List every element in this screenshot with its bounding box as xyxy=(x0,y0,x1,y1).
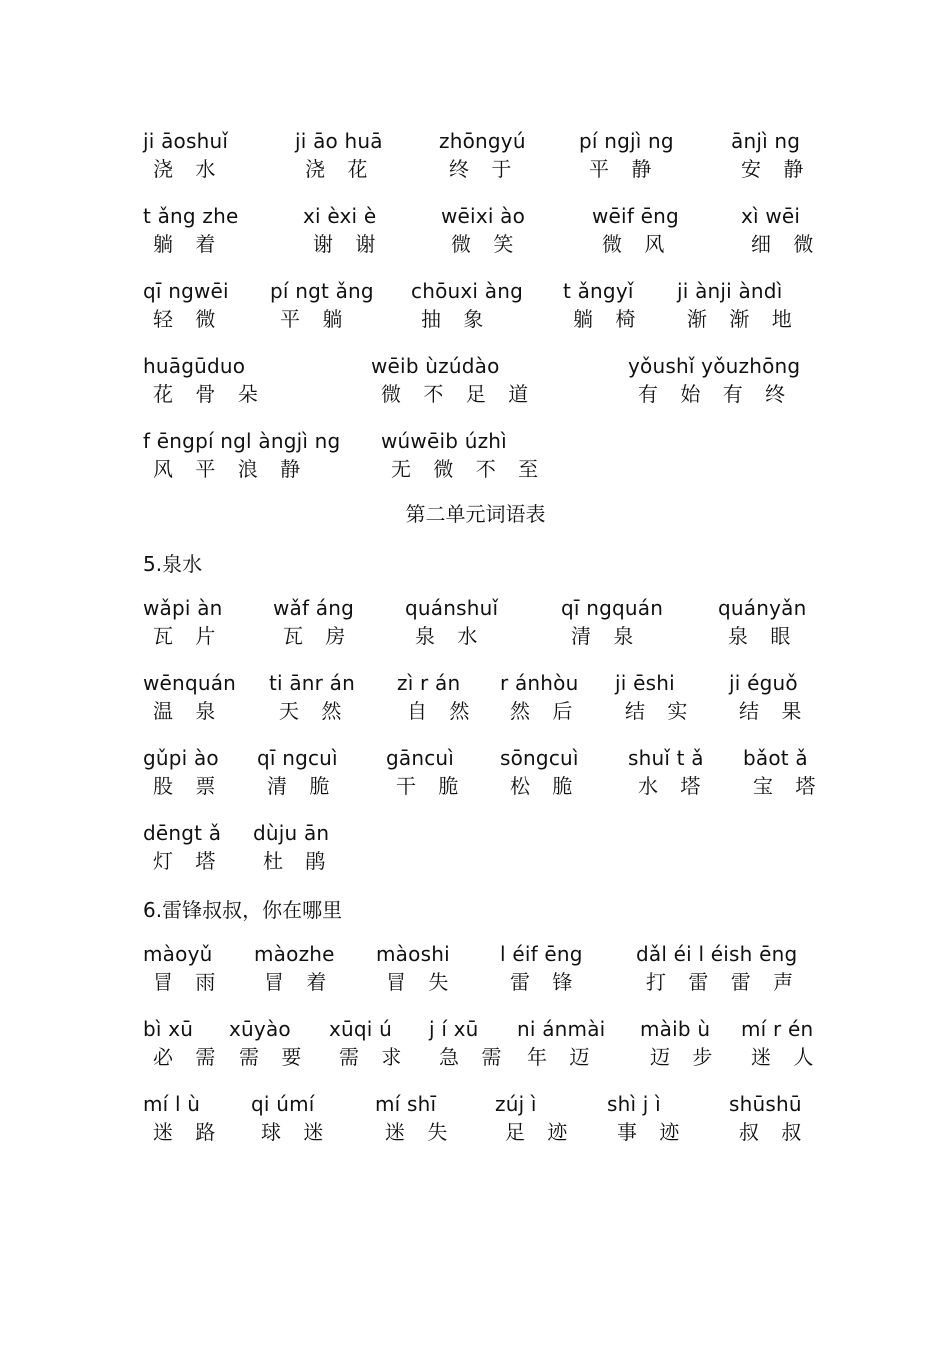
pinyin: shūshū xyxy=(729,1092,802,1116)
vocab-item xyxy=(563,278,643,334)
vocab-item xyxy=(441,203,525,259)
vocab-item xyxy=(143,1016,223,1072)
pinyin: ti ānr án xyxy=(269,671,355,695)
pinyin: dùju ān xyxy=(253,821,330,845)
vocab-row xyxy=(143,941,808,1016)
hanzi: 叔 叔 xyxy=(739,1120,810,1144)
pinyin: f ēngpí ngl àngjì ng xyxy=(143,429,341,453)
vocab-item xyxy=(143,428,340,484)
pinyin: màozhe xyxy=(254,942,335,966)
vocab-item xyxy=(615,670,695,726)
vocab-item xyxy=(607,1091,687,1147)
unit-title: 第二单元词语表 xyxy=(405,502,546,526)
pinyin: ji éguǒ xyxy=(729,671,798,695)
pinyin: wǎpi àn xyxy=(143,596,223,620)
hanzi: 杜 鹃 xyxy=(263,849,334,873)
pinyin: màoyǔ xyxy=(143,942,213,966)
vocab-item xyxy=(500,670,580,726)
pinyin: ji āoshuǐ xyxy=(143,129,229,153)
hanzi: 松 脆 xyxy=(510,774,581,798)
hanzi: 有 始 有 终 xyxy=(638,382,794,406)
hanzi: 迷 失 xyxy=(385,1120,456,1144)
pinyin: quányǎn xyxy=(718,596,807,620)
vocab-item xyxy=(143,203,238,259)
pinyin: chōuxi àng xyxy=(411,279,523,303)
vocab-item xyxy=(729,1091,809,1147)
pinyin: dēngt ǎ xyxy=(143,821,222,845)
vocab-block-lesson6 xyxy=(143,941,822,1166)
vocab-item xyxy=(495,1091,575,1147)
pinyin: ji ànji àndì xyxy=(677,279,783,303)
pinyin: qi úmí xyxy=(251,1092,315,1116)
pinyin: wǎf áng xyxy=(273,596,355,620)
hanzi: 微 风 xyxy=(602,232,673,256)
vocab-item xyxy=(729,670,809,726)
vocab-item xyxy=(405,595,498,651)
hanzi: 足 迹 xyxy=(505,1120,576,1144)
vocab-item xyxy=(143,670,236,726)
pinyin: ni ánmài xyxy=(517,1017,606,1041)
vocab-item xyxy=(636,941,801,997)
hanzi: 冒 着 xyxy=(264,970,335,994)
vocab-item xyxy=(677,278,800,334)
vocab-item xyxy=(143,941,223,997)
vocab-row xyxy=(143,595,808,670)
vocab-item xyxy=(254,941,335,997)
pinyin: wúwēib úzhì xyxy=(381,429,507,453)
vocab-block-lesson5 xyxy=(143,595,824,895)
pinyin: mí shī xyxy=(375,1092,437,1116)
vocab-item xyxy=(257,745,338,801)
hanzi: 终 于 xyxy=(449,157,520,181)
vocab-item xyxy=(640,1016,720,1072)
hanzi: 清 脆 xyxy=(267,774,338,798)
pinyin: t ǎng zhe xyxy=(143,204,239,228)
hanzi: 干 脆 xyxy=(396,774,467,798)
pinyin: bǎot ǎ xyxy=(743,746,808,770)
pinyin: l éif ēng xyxy=(500,942,583,966)
hanzi: 清 泉 xyxy=(571,624,642,648)
hanzi: 风 平 浪 静 xyxy=(153,457,309,481)
vocab-item xyxy=(375,1091,455,1147)
vocab-item xyxy=(273,595,354,651)
document-page xyxy=(143,128,824,1166)
vocab-item xyxy=(143,353,266,409)
hanzi: 事 迹 xyxy=(617,1120,688,1144)
hanzi: 迷 路 xyxy=(153,1120,224,1144)
vocab-item xyxy=(143,1091,223,1147)
vocab-item xyxy=(579,128,674,184)
pinyin: xūyào xyxy=(229,1017,291,1041)
hanzi: 雷 锋 xyxy=(510,970,581,994)
pinyin: qī ngcuì xyxy=(257,746,338,770)
pinyin: zhōngyú xyxy=(439,129,526,153)
hanzi: 年 迈 xyxy=(527,1045,598,1069)
hanzi: 宝 塔 xyxy=(753,774,824,798)
vocab-item xyxy=(143,128,228,184)
vocab-row xyxy=(143,353,808,428)
vocab-item xyxy=(143,278,229,334)
vocab-row xyxy=(143,428,808,503)
vocab-item xyxy=(371,353,536,409)
vocab-block-1 xyxy=(143,128,822,503)
vocab-row xyxy=(143,820,808,895)
vocab-item xyxy=(741,203,821,259)
hanzi: 需 求 xyxy=(339,1045,410,1069)
pinyin: xi èxi è xyxy=(303,204,377,228)
hanzi: 冒 雨 xyxy=(153,970,224,994)
vocab-item xyxy=(592,203,679,259)
hanzi: 急 需 xyxy=(439,1045,510,1069)
pinyin: zì r án xyxy=(397,671,461,695)
pinyin: shuǐ t ǎ xyxy=(628,746,704,770)
hanzi: 水 塔 xyxy=(638,774,709,798)
hanzi: 抽 象 xyxy=(421,307,492,331)
vocab-item xyxy=(743,745,823,801)
vocab-row xyxy=(143,278,808,353)
pinyin: wēif ēng xyxy=(592,204,679,228)
vocab-row xyxy=(143,670,808,745)
hanzi: 微 不 足 道 xyxy=(381,382,537,406)
hanzi: 细 微 xyxy=(751,232,822,256)
hanzi: 泉 眼 xyxy=(728,624,799,648)
pinyin: màoshi xyxy=(376,942,450,966)
hanzi: 轻 微 xyxy=(153,307,224,331)
vocab-item xyxy=(381,428,546,484)
pinyin: ji āo huā xyxy=(295,129,383,153)
vocab-item xyxy=(270,278,374,334)
vocab-item xyxy=(251,1091,331,1147)
vocab-item xyxy=(253,820,333,876)
pinyin: dǎl éi l éish ēng xyxy=(636,942,798,966)
pinyin: quánshuǐ xyxy=(405,596,499,620)
vocab-item xyxy=(561,595,663,651)
hanzi: 花 骨 朵 xyxy=(153,382,266,406)
vocab-item xyxy=(386,745,466,801)
pinyin: zúj ì xyxy=(495,1092,537,1116)
hanzi: 冒 失 xyxy=(386,970,457,994)
pinyin: mí l ù xyxy=(143,1092,201,1116)
hanzi: 需 要 xyxy=(239,1045,310,1069)
hanzi: 平 躺 xyxy=(280,307,351,331)
hanzi: 自 然 xyxy=(407,699,478,723)
vocab-row xyxy=(143,1091,808,1166)
vocab-item xyxy=(411,278,523,334)
pinyin: huāgūduo xyxy=(143,354,246,378)
vocab-item xyxy=(517,1016,605,1072)
vocab-item xyxy=(741,1016,821,1072)
vocab-item xyxy=(731,128,811,184)
vocab-row xyxy=(143,203,822,278)
hanzi: 结 实 xyxy=(625,699,696,723)
pinyin: wēib ùzúdào xyxy=(371,354,500,378)
pinyin: sōngcuì xyxy=(500,746,579,770)
vocab-item xyxy=(500,745,580,801)
vocab-item xyxy=(143,595,223,651)
hanzi: 股 票 xyxy=(153,774,224,798)
hanzi: 谢 谢 xyxy=(313,232,384,256)
hanzi: 安 静 xyxy=(741,157,812,181)
vocab-item xyxy=(329,1016,409,1072)
pinyin: wēixi ào xyxy=(441,204,526,228)
hanzi: 温 泉 xyxy=(153,699,224,723)
vocab-item xyxy=(143,820,223,876)
pinyin: qī ngquán xyxy=(561,596,664,620)
pinyin: bì xū xyxy=(143,1017,194,1041)
vocab-item xyxy=(397,670,477,726)
pinyin: r ánhòu xyxy=(500,671,579,695)
hanzi: 瓦 房 xyxy=(283,624,354,648)
hanzi: 然 后 xyxy=(510,699,581,723)
pinyin: ānjì ng xyxy=(731,129,801,153)
hanzi: 浇 花 xyxy=(305,157,376,181)
hanzi: 躺 着 xyxy=(153,232,224,256)
hanzi: 天 然 xyxy=(279,699,350,723)
vocab-item xyxy=(628,353,800,409)
hanzi: 灯 塔 xyxy=(153,849,224,873)
vocab-row xyxy=(143,128,812,203)
vocab-item xyxy=(500,941,583,997)
pinyin: gǔpi ào xyxy=(143,746,219,770)
lesson-title: 5.泉水 xyxy=(143,552,203,576)
pinyin: shì j ì xyxy=(607,1092,661,1116)
hanzi: 平 静 xyxy=(589,157,660,181)
pinyin: mí r én xyxy=(741,1017,814,1041)
vocab-item xyxy=(295,128,383,184)
hanzi: 渐 渐 地 xyxy=(687,307,800,331)
hanzi: 微 笑 xyxy=(451,232,522,256)
vocab-item xyxy=(429,1016,509,1072)
vocab-item xyxy=(143,745,223,801)
pinyin: j í xū xyxy=(429,1017,479,1041)
pinyin: wēnquán xyxy=(143,671,237,695)
vocab-item xyxy=(376,941,456,997)
vocab-item xyxy=(303,203,383,259)
pinyin: pí ngjì ng xyxy=(579,129,674,153)
hanzi: 瓦 片 xyxy=(153,624,224,648)
vocab-item xyxy=(439,128,526,184)
hanzi: 泉 水 xyxy=(415,624,486,648)
hanzi: 无 微 不 至 xyxy=(391,457,547,481)
pinyin: qī ngwēi xyxy=(143,279,229,303)
vocab-item xyxy=(628,745,708,801)
hanzi: 结 果 xyxy=(739,699,810,723)
vocab-row xyxy=(143,745,824,820)
pinyin: t ǎngyǐ xyxy=(563,279,634,303)
pinyin: xì wēi xyxy=(741,204,801,228)
hanzi: 迷 人 xyxy=(751,1045,822,1069)
pinyin: ji ēshi xyxy=(615,671,675,695)
pinyin: màib ù xyxy=(640,1017,711,1041)
hanzi: 迈 步 xyxy=(650,1045,721,1069)
hanzi: 浇 水 xyxy=(153,157,224,181)
hanzi: 打 雷 雷 声 xyxy=(646,970,802,994)
pinyin: gāncuì xyxy=(386,746,455,770)
hanzi: 球 迷 xyxy=(261,1120,332,1144)
hanzi: 躺 椅 xyxy=(573,307,644,331)
pinyin: yǒushǐ yǒuzhōng xyxy=(628,354,801,378)
vocab-item xyxy=(269,670,355,726)
vocab-row xyxy=(143,1016,822,1091)
vocab-item xyxy=(718,595,806,651)
vocab-item xyxy=(229,1016,309,1072)
pinyin: xūqi ú xyxy=(329,1017,392,1041)
lesson-title: 6.雷锋叔叔，你在哪里 xyxy=(143,898,343,922)
pinyin: pí ngt ǎng xyxy=(270,279,374,303)
hanzi: 必 需 xyxy=(153,1045,224,1069)
